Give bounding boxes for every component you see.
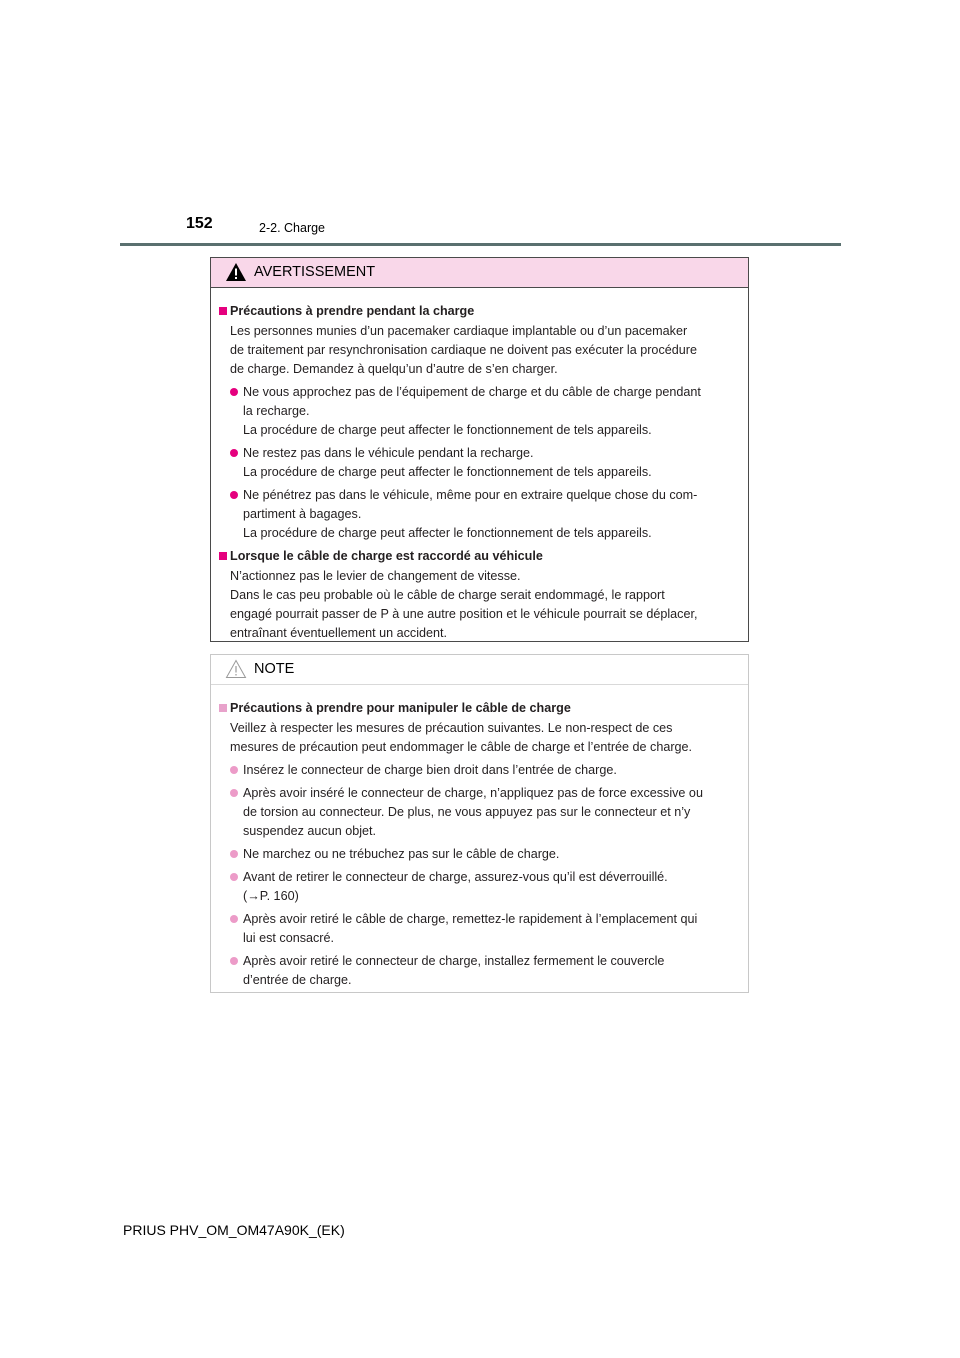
note-bullet: Avant de retirer le connecteur de charge, assurez-vous qu’il est déverrouillé. (→P. 160) bbox=[219, 868, 742, 906]
square-bullet-icon bbox=[219, 704, 227, 712]
round-bullet-icon bbox=[230, 915, 238, 923]
round-bullet-icon bbox=[230, 449, 238, 457]
round-bullet-icon bbox=[230, 850, 238, 858]
header-rule bbox=[120, 243, 841, 246]
warning-heading-2: Lorsque le câble de charge est raccordé au véhicule bbox=[219, 547, 742, 566]
note-heading: Précautions à prendre pour manipuler le câble de charge bbox=[219, 699, 742, 718]
note-bullet: Après avoir inséré le connecteur de charge, n’appliquez pas de force excessive ou de torsion au connecteur. De plus, ne vous appuyez pas sur le connecteur et n’y suspendez aucun objet. bbox=[219, 784, 742, 841]
warning-triangle-icon bbox=[225, 262, 247, 286]
warning-heading-1: Précautions à prendre pendant la charge bbox=[219, 302, 742, 321]
page-reference-link[interactable]: (→P. 160) bbox=[243, 889, 299, 903]
note-bullet: Après avoir retiré le connecteur de charge, installez fermement le couvercle d’entrée de charge. bbox=[219, 952, 742, 990]
round-bullet-icon bbox=[230, 491, 238, 499]
round-bullet-icon bbox=[230, 873, 238, 881]
note-header bbox=[211, 655, 748, 685]
note-bullet: Après avoir retiré le câble de charge, remettez-le rapidement à l’emplacement qui lui est consacré. bbox=[219, 910, 742, 948]
note-body bbox=[211, 685, 748, 990]
note-intro: Veillez à respecter les mesures de précaution suivantes. Le non-respect de ces mesures de précaution peut endommager le câble de charge et l’entrée de charge. bbox=[230, 721, 693, 754]
warning-header bbox=[211, 258, 748, 288]
round-bullet-icon bbox=[230, 766, 238, 774]
warning-box bbox=[210, 257, 749, 642]
warning-bullet: Ne restez pas dans le véhicule pendant la recharge. La procédure de charge peut affecter le fonctionnement de tels appareils. bbox=[219, 444, 742, 482]
warning-bullet: Ne pénétrez pas dans le véhicule, même pour en extraire quelque chose du com- partiment à bagages. La procédure de charge peut affecter le fonctionnement de tels appareils. bbox=[219, 486, 742, 543]
page-number: 152 bbox=[186, 215, 213, 232]
document-code: PRIUS PHV_OM_OM47A90K_(EK) bbox=[123, 1222, 345, 1238]
note-title: NOTE bbox=[254, 661, 295, 677]
round-bullet-icon bbox=[230, 789, 238, 797]
warning-intro-2: N’actionnez pas le levier de changement de vitesse. Dans le cas peu probable où le câble de charge serait endommagé, le rapport engagé pourrait passer de P à une autre position et le véhicule pourrait se déplacer, entraînant éventuellement un accident. bbox=[230, 569, 698, 640]
square-bullet-icon bbox=[219, 307, 227, 315]
note-bullet: Insérez le connecteur de charge bien droit dans l’entrée de charge. bbox=[219, 761, 742, 780]
round-bullet-icon bbox=[230, 388, 238, 396]
caution-triangle-outline-icon bbox=[225, 659, 247, 683]
warning-title: AVERTISSEMENT bbox=[254, 264, 376, 280]
warning-intro-1: Les personnes munies d’un pacemaker cardiaque implantable ou d’un pacemaker de traitement par resynchronisation cardiaque ne doivent pas exécuter la procédure de charge. Demandez à quelqu’un d’autre de s’en charger. bbox=[230, 324, 697, 376]
note-bullet: Ne marchez ou ne trébuchez pas sur le câble de charge. bbox=[219, 845, 742, 864]
note-box bbox=[210, 654, 749, 993]
warning-body bbox=[211, 288, 748, 643]
round-bullet-icon bbox=[230, 957, 238, 965]
warning-bullet: Ne vous approchez pas de l’équipement de charge et du câble de charge pendant la recharge. La procédure de charge peut affecter le fonctionnement de tels appareils. bbox=[219, 383, 742, 440]
section-title: 2-2. Charge bbox=[259, 221, 326, 235]
square-bullet-icon bbox=[219, 552, 227, 560]
